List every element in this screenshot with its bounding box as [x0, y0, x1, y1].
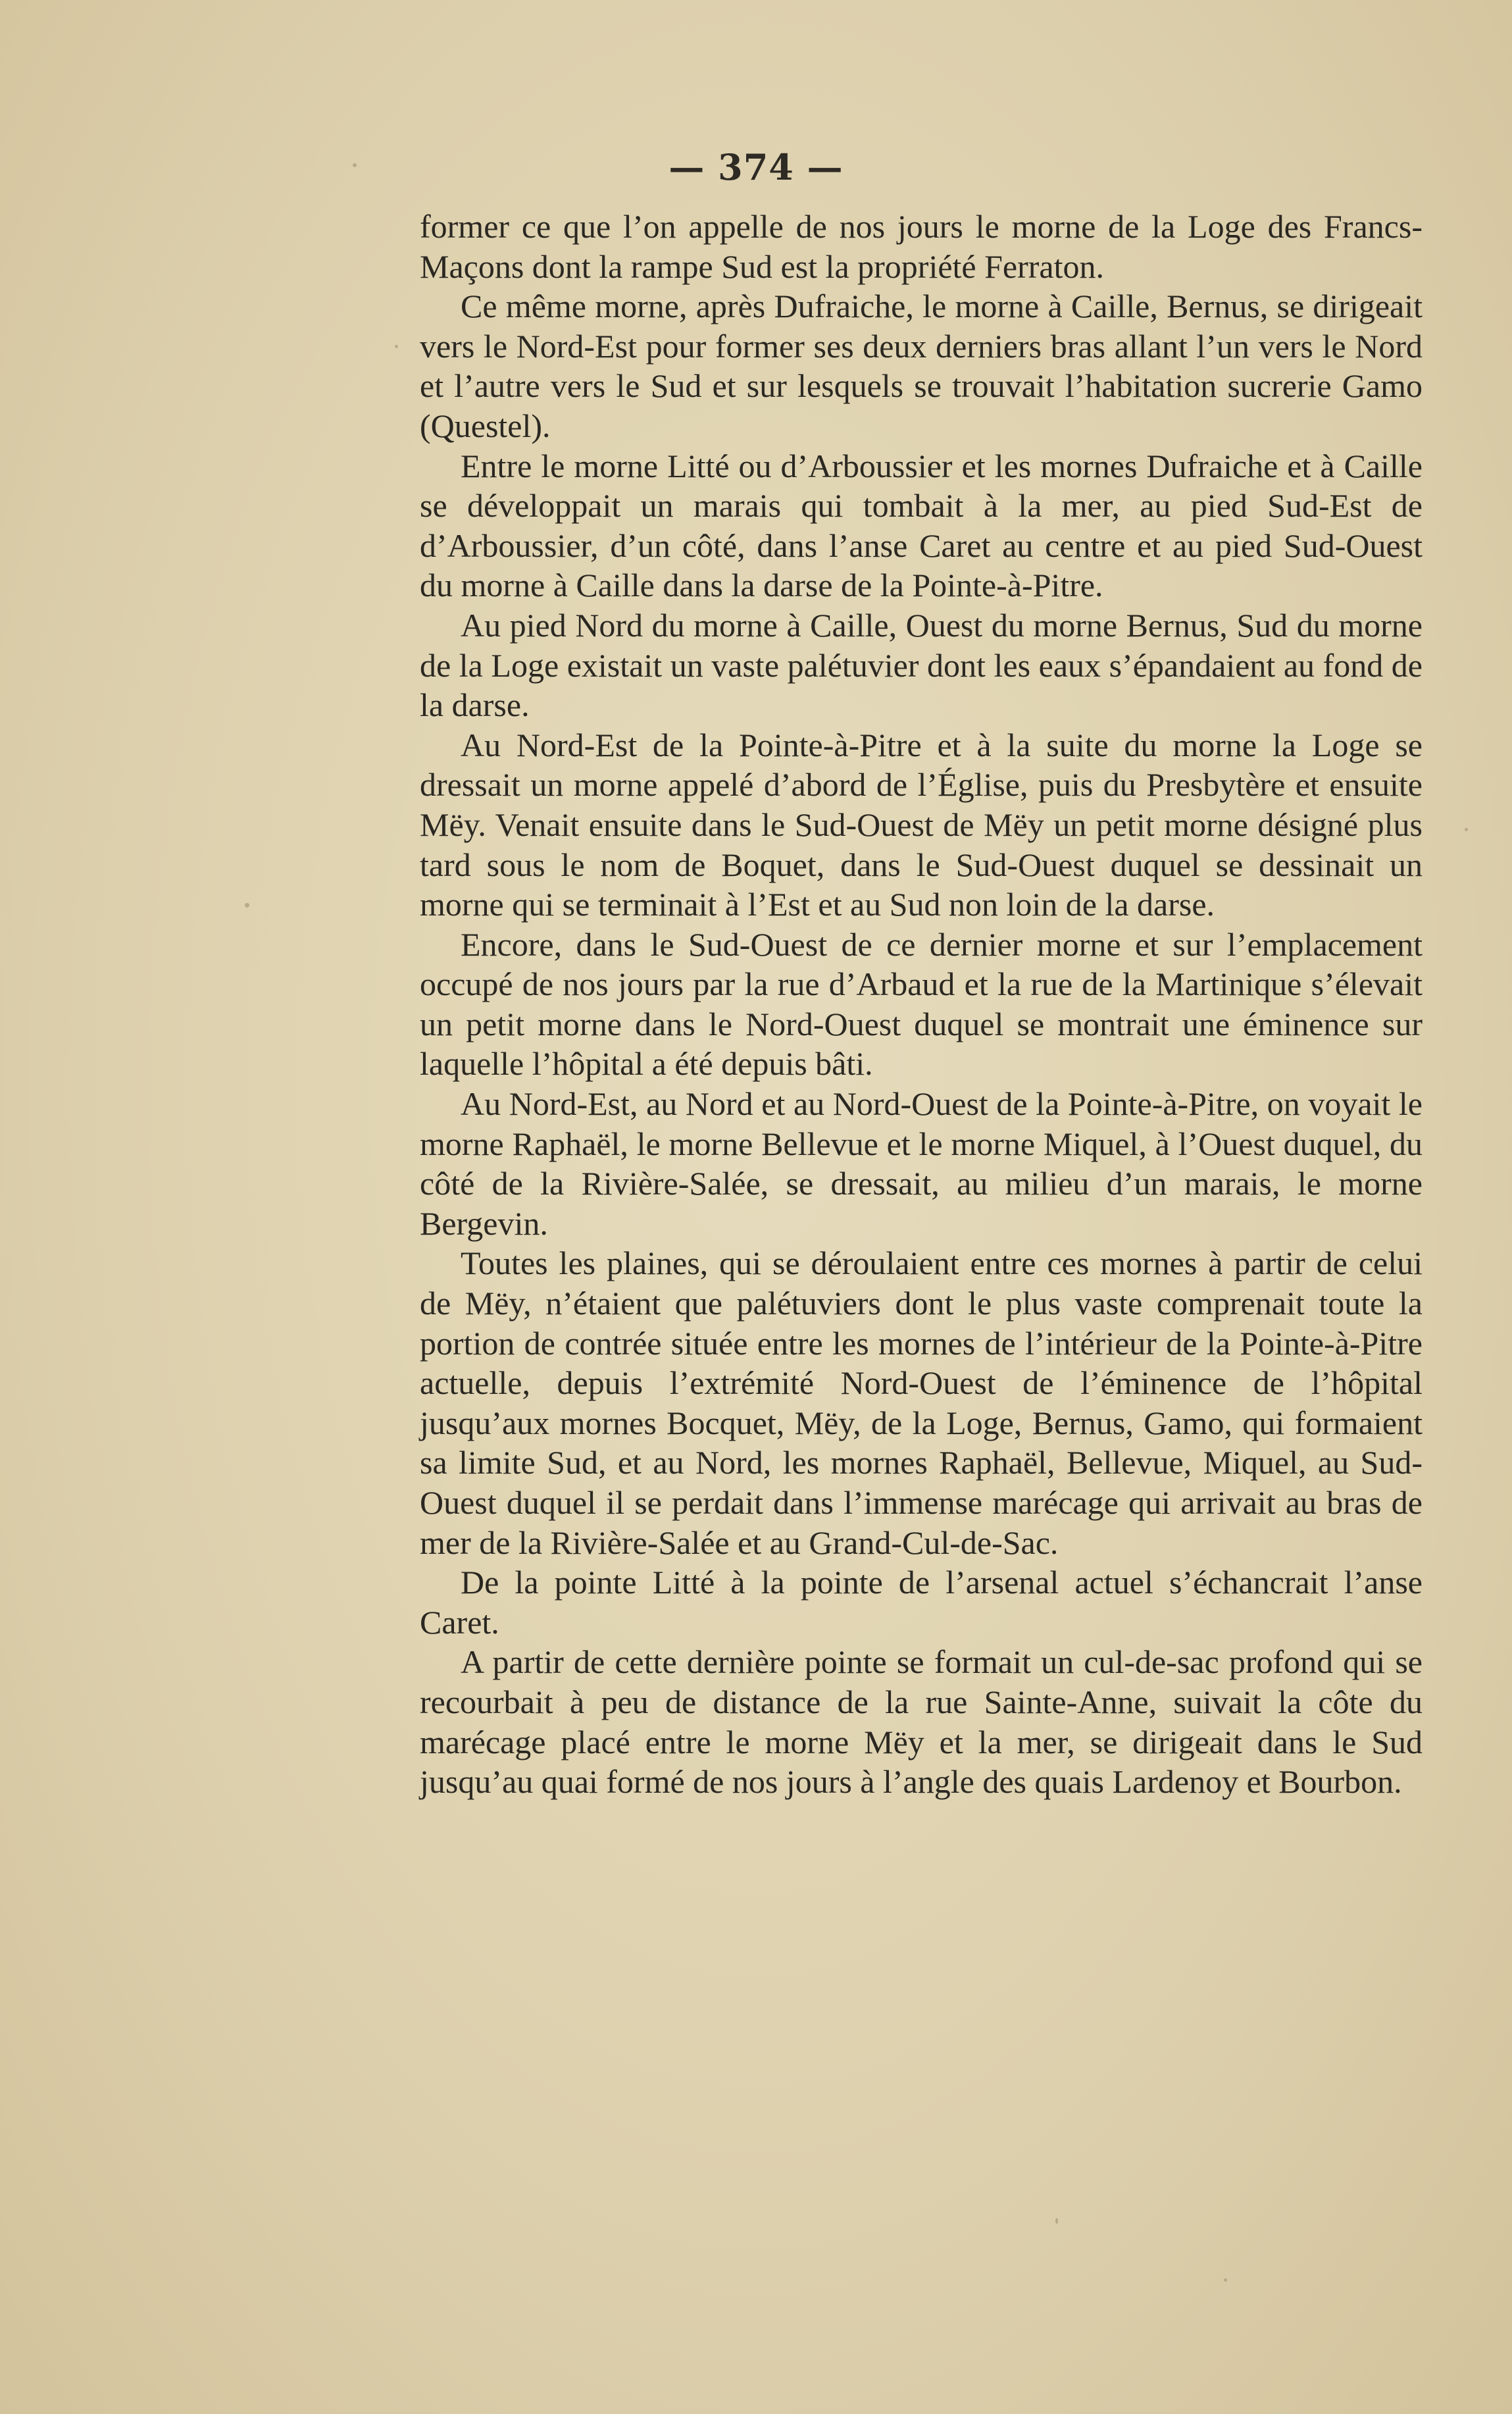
paragraph-1: former ce que l’on appelle de nos jours le morne de la Loge des Francs-Maçons dont la rampe Sud est la propriété Ferraton.: [420, 208, 1423, 285]
paragraph-7: Au Nord-Est, au Nord et au Nord-Ouest de la Pointe-à-Pitre, on voyait le morne Raphaël, le morne Bellevue et le morne Miquel, à l’Ouest duquel, du côté de la Rivière-Salée, se dressait, au milieu d’un marais, le morne Bergevin.: [420, 1085, 1423, 1242]
paragraph-6: Encore, dans le Sud-Ouest de ce dernier morne et sur l’emplacement occupé de nos jours par la rue d’Arbaud et la rue de la Martinique s’élevait un petit morne dans le Nord-Ouest duquel se montrait une éminence sur laquelle l’hôpital a été depuis bâti.: [420, 925, 1423, 1083]
paragraph-5: Au Nord-Est de la Pointe-à-Pitre et à la suite du morne la Loge se dressait un morne appelé d’abord de l’Église, puis du Presbytère et ensuite Mëy. Venait ensuite dans le Sud-Ouest de Mëy un petit morne désigné plus tard sous le nom de Boquet, dans le Sud-Ouest duquel se dessinait un morne qui se terminait à l’Est et au Sud non loin de la darse.: [420, 726, 1423, 923]
paragraph-10: A partir de cette dernière pointe se formait un cul-de-sac profond qui se recourbait à peu de distance de la rue Sainte-Anne, suivait la côte du marécage placé entre le morne Mëy et la mer, se dirigeait dans le Sud jusqu’au quai formé de nos jours à l’angle des quais Lardenoy et Bourbon.: [420, 1643, 1423, 1801]
paper-speck: [1055, 2218, 1058, 2224]
paragraph-9: De la pointe Litté à la pointe de l’arsenal actuel s’échancrait l’anse Caret.: [420, 1564, 1423, 1641]
page-number: — 374 —: [668, 146, 844, 188]
paragraph-3: Entre le morne Litté ou d’Arboussier et les mornes Dufraiche et à Caille se développait un marais qui tombait à la mer, au pied Sud-Est de d’Arboussier, d’un côté, dans l’anse Caret au centre et au pied Sud-Ouest du morne à Caille dans la darse de la Pointe-à-Pitre.: [420, 447, 1423, 604]
paper-speck: [353, 163, 357, 167]
paragraph-4: Au pied Nord du morne à Caille, Ouest du morne Bernus, Sud du morne de la Loge existait un vaste palétuvier dont les eaux s’épandaient au fond de la darse.: [420, 606, 1423, 724]
paper-speck: [1224, 2278, 1227, 2282]
paper-speck: [245, 903, 249, 908]
paper-speck: [1465, 828, 1468, 831]
body-text: [420, 207, 1423, 1802]
paper-speck: [395, 345, 398, 348]
paragraph-2: Ce même morne, après Dufraiche, le morne à Caille, Bernus, se dirigeait vers le Nord-Est pour former ses deux derniers bras allant l’un vers le Nord et l’autre vers le Sud et sur lesquels se trouvait l’habitation sucrerie Gamo (Questel).: [420, 288, 1423, 444]
paragraph-8: Toutes les plaines, qui se déroulaient entre ces mornes à partir de celui de Mëy, n’étaient que palétuviers dont le plus vaste comprenait toute la portion de contrée située entre les mornes de l’intérieur de la Pointe-à-Pitre actuelle, depuis l’extrémité Nord-Ouest de l’éminence de l’hôpital jusqu’aux mornes Bocquet, Mëy, de la Loge, Bernus, Gamo, qui formaient sa limite Sud, et au Nord, les mornes Raphaël, Bellevue, Miquel, au Sud-Ouest duquel il se perdait dans l’immense marécage qui arrivait au bras de mer de la Rivière-Salée et au Grand-Cul-de-Sac.: [420, 1245, 1423, 1561]
